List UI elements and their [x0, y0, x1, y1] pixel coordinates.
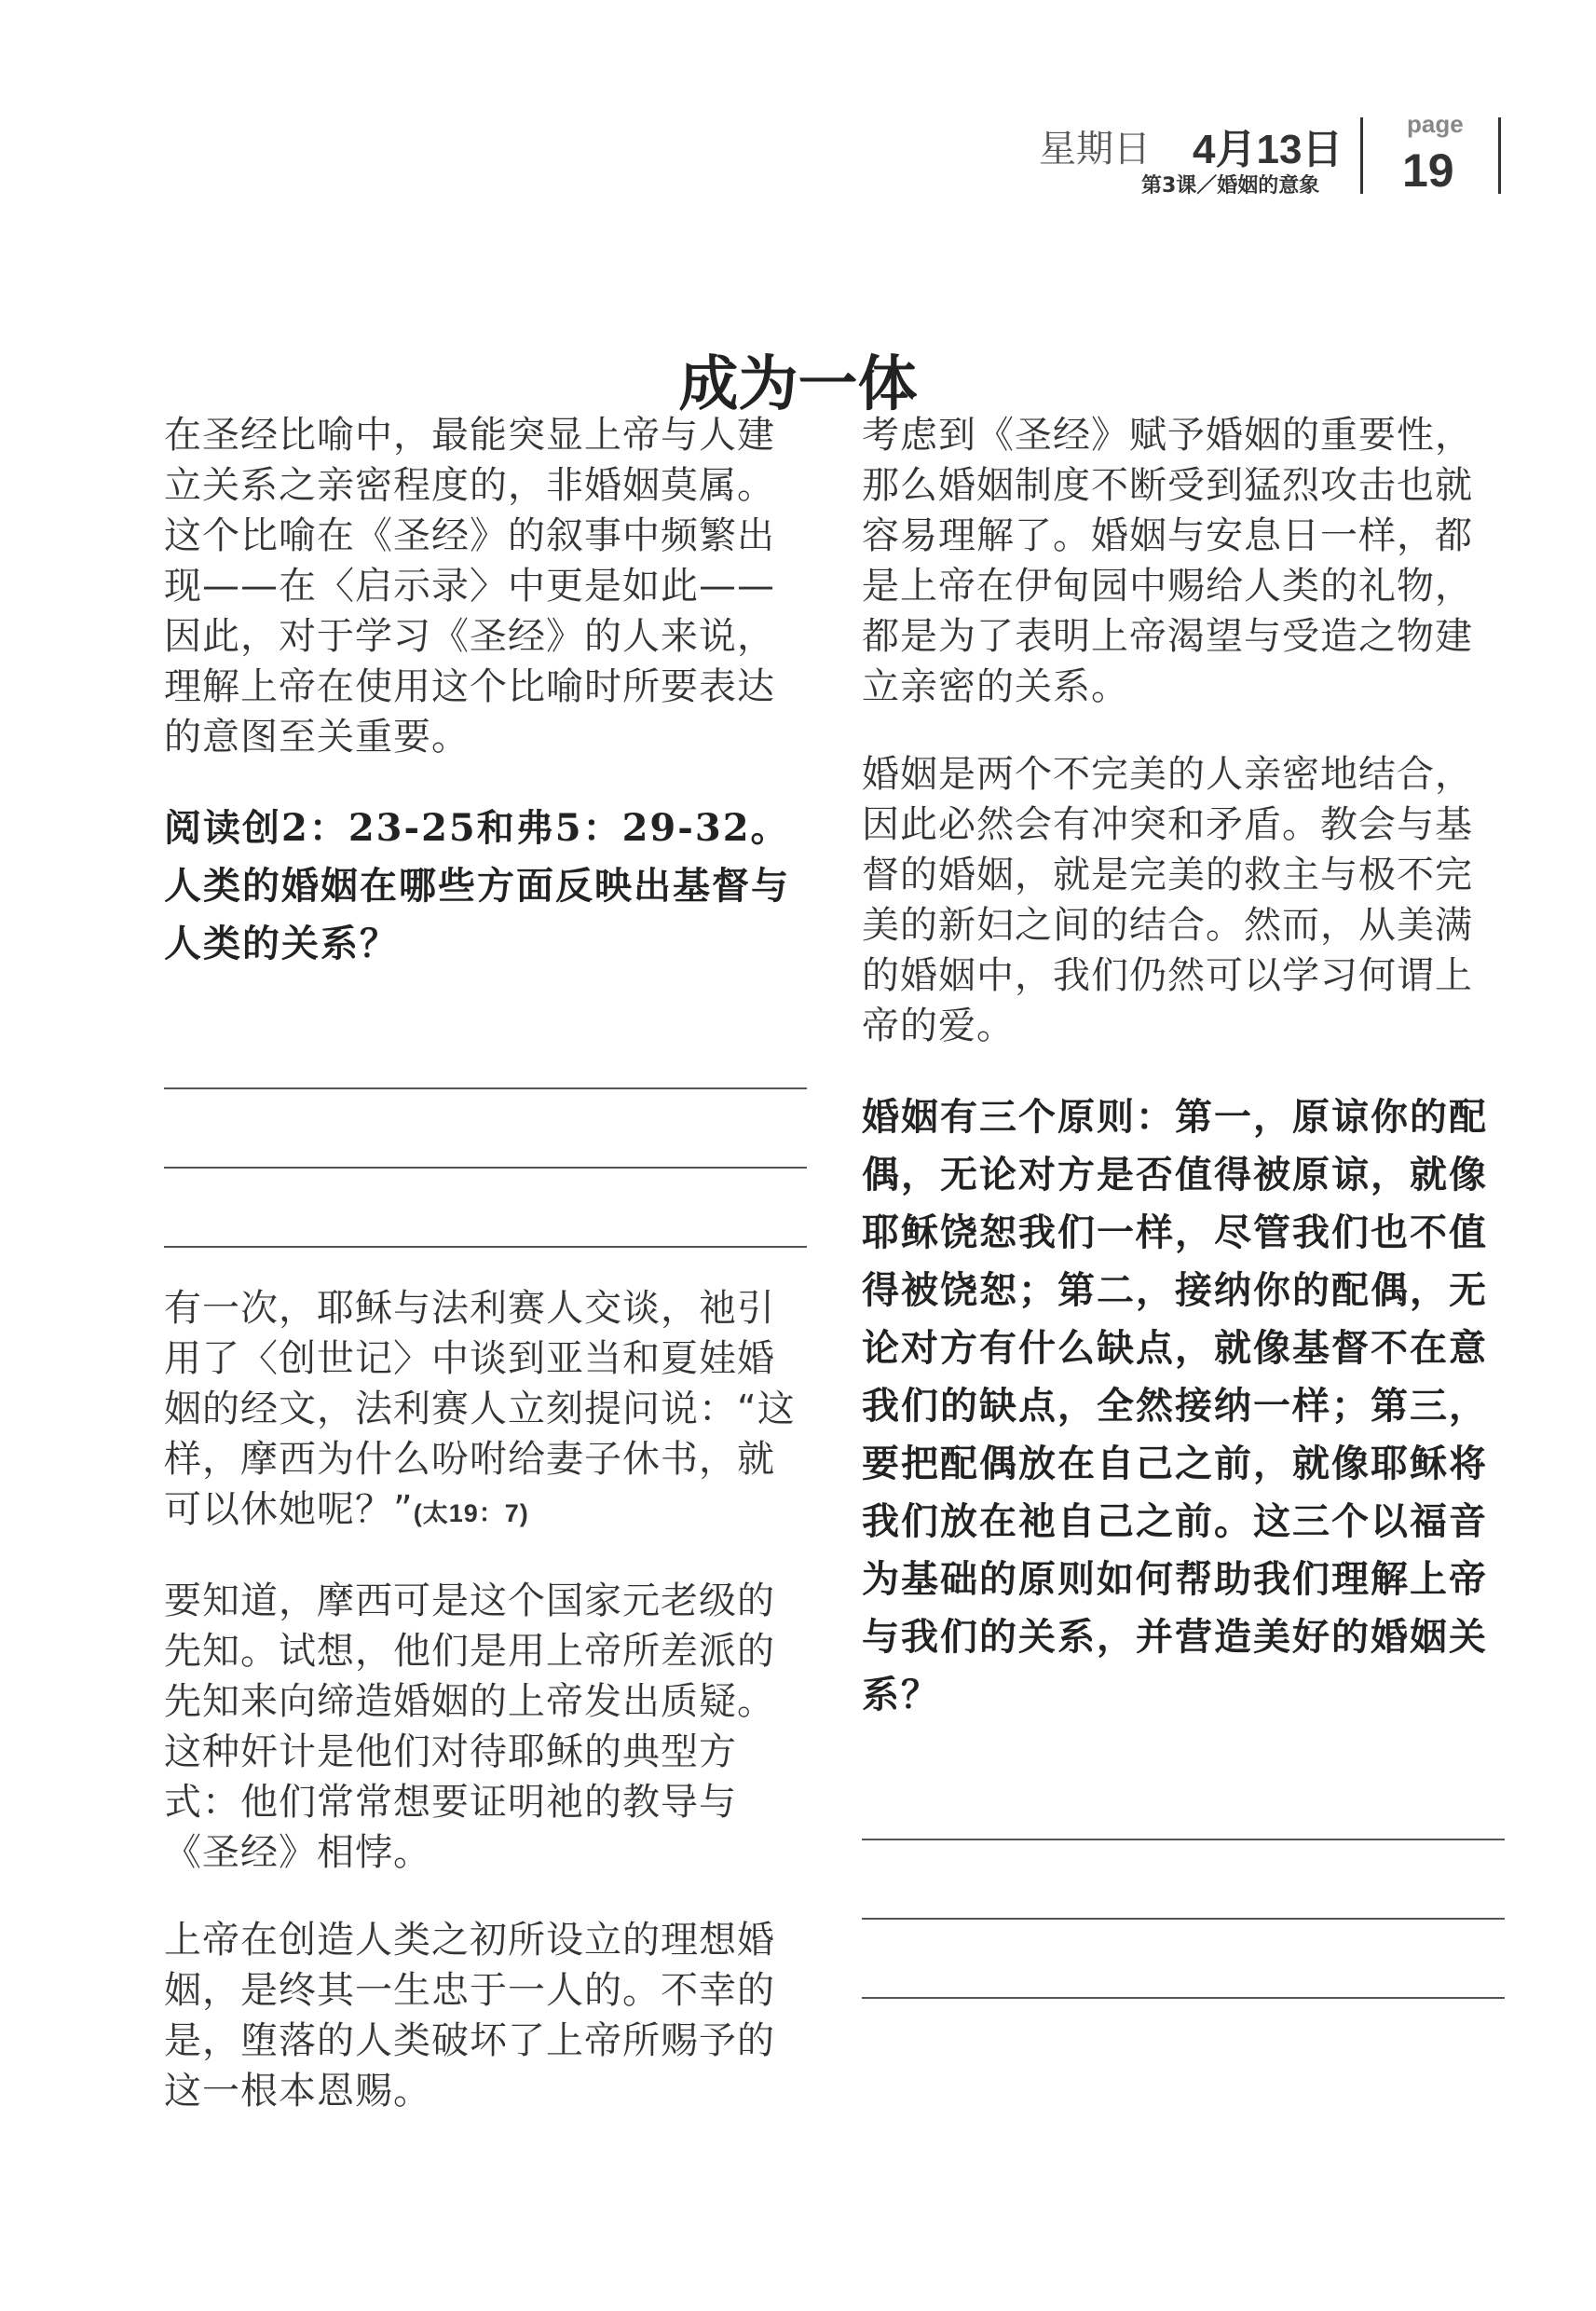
answer-line[interactable]: [164, 1089, 807, 1169]
answer-line[interactable]: [164, 1169, 807, 1248]
right-column: [862, 410, 1505, 2034]
right-answer-lines: [862, 1761, 1505, 1999]
left-answer-lines: [164, 1010, 807, 1248]
left-paragraph-3: 要知道，摩西可是这个国家元老级的先知。试想，他们是用上帝所差派的先知来向缔造婚姻的上帝发出质疑。这种奸计是他们对待耶稣的典型方式：他们常常想要证明祂的教导与《圣经》相悖。: [164, 1579, 775, 1874]
answer-line[interactable]: [862, 1920, 1505, 1999]
right-paragraph-2: 婚姻是两个不完美的人亲密地结合，因此必然会有冲突和矛盾。教会与基督的婚姻，就是完美的救主与极不完美的新妇之间的结合。然而，从美满的婚姻中，我们仍然可以学习何谓上帝的爱。: [862, 753, 1473, 1047]
header-lesson: 第3课／婚姻的意象: [1141, 174, 1320, 198]
header-edge-rule: [1498, 117, 1501, 194]
answer-line[interactable]: [164, 1010, 807, 1089]
header-day: 星期日: [1039, 128, 1151, 171]
left-paragraph-2: [164, 1283, 807, 1538]
scripture-reference: (太19：7): [413, 1499, 529, 1527]
left-paragraph-4: 上帝在创造人类之初所设立的理想婚姻，是终其一生忠于一人的。不幸的是，堕落的人类破坏了上帝所赐予的这一根本恩赐。: [164, 1919, 775, 2113]
right-paragraph-1: 考虑到《圣经》赋予婚姻的重要性，那么婚姻制度不断受到猛烈攻击也就容易理解了。婚姻与安息日一样，都是上帝在伊甸园中赐给人类的礼物，都是为了表明上帝渴望与受造之物建立亲密的关系。: [862, 414, 1473, 708]
page-label: page: [1407, 110, 1464, 138]
page-title: 成为一体: [678, 349, 918, 419]
left-paragraph-2-text: 有一次，耶稣与法利赛人交谈，祂引用了〈创世记〉中谈到亚当和夏娃婚姻的经文，法利赛人立刻提问说：“这样，摩西为什么吩咐给妻子休书，就可以休她呢？”: [164, 1287, 796, 1531]
left-study-question: 阅读创2：23-25和弗5：29-32。人类的婚姻在哪些方面反映出基督与人类的关系？: [164, 806, 790, 965]
answer-line[interactable]: [862, 1761, 1505, 1840]
left-paragraph-1: 在圣经比喻中，最能突显上帝与人建立关系之亲密程度的，非婚姻莫属。这个比喻在《圣经》的叙事中频繁出现——在〈启示录〉中更是如此——因此，对于学习《圣经》的人来说，理解上帝在使用这个比喻时所要表达的意图至关重要。: [164, 414, 775, 759]
header-date: 4月13日: [1193, 127, 1344, 172]
right-study-question: 婚姻有三个原则：第一，原谅你的配偶，无论对方是否值得被原谅，就像耶稣饶恕我们一样，尽管我们也不值得被饶恕；第二，接纳你的配偶，无论对方有什么缺点，就像基督不在意我们的缺点，全然接纳一样；第三，要把配偶放在自己之前，就像耶稣将我们放在祂自己之前。这三个以福音为基础的原则如何帮助我们理解上帝与我们的关系，并营造美好的婚姻关系？: [862, 1095, 1488, 1716]
header-divider: [1360, 117, 1363, 194]
answer-line[interactable]: [862, 1840, 1505, 1920]
left-column: [164, 410, 807, 2154]
page-number: 19: [1402, 144, 1454, 197]
page-header: [0, 110, 1596, 212]
